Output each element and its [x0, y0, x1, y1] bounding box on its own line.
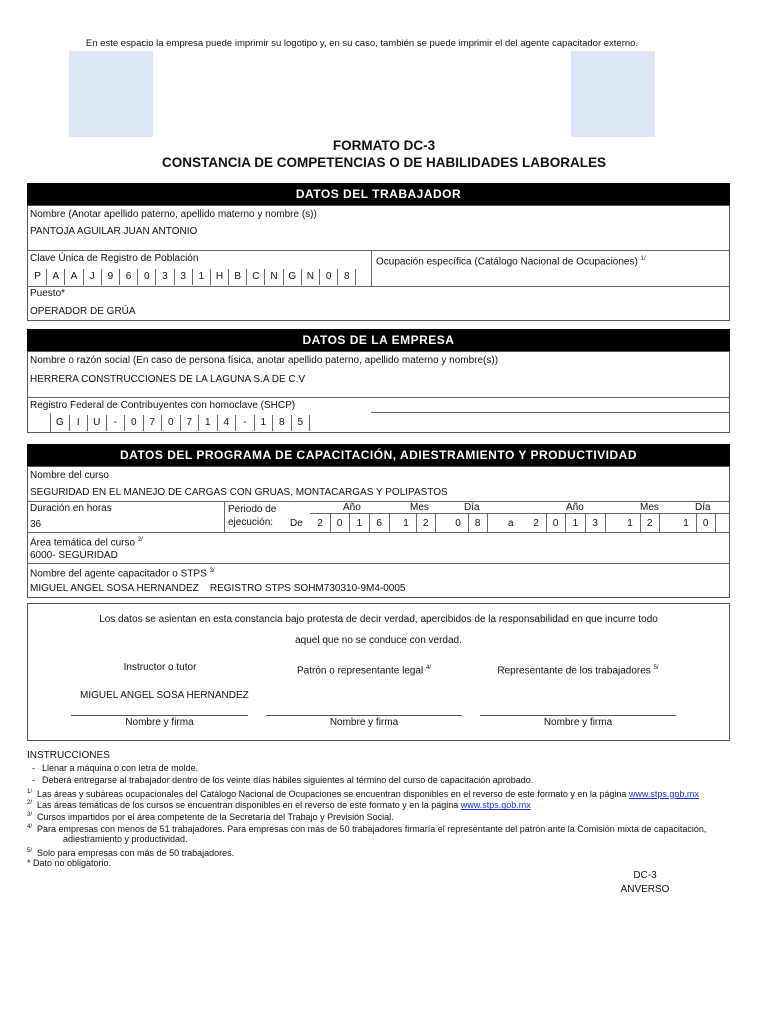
curso-value[interactable]: SEGURIDAD EN EL MANEJO DE CARGAS CON GRUAS, MONTACARGAS Y POLIPASTOS: [30, 487, 448, 498]
divider: [330, 513, 331, 532]
divider: [369, 513, 370, 532]
curp-char: A: [65, 269, 83, 285]
divider: [605, 513, 606, 532]
representante-signature-line[interactable]: [480, 715, 676, 716]
rfc-char: -: [236, 415, 255, 431]
instruccion-mark: -: [32, 763, 35, 773]
divider: [389, 513, 390, 532]
divider: [468, 513, 469, 532]
start-year-digit: 2: [317, 518, 323, 529]
curp-char: 0: [320, 269, 338, 285]
rfc-char: 0: [162, 415, 181, 431]
instructor-firma-caption: Nombre y firma: [125, 717, 194, 728]
end-year-digit: 0: [552, 518, 559, 529]
instruccion-mark: 5/: [27, 847, 33, 854]
divider: [349, 513, 350, 532]
curp-char: 3: [175, 269, 193, 285]
patron-signature-line[interactable]: [266, 715, 462, 716]
end-year-digit: 3: [592, 518, 598, 529]
razon-social-value[interactable]: HERRERA CONSTRUCCIONES DE LA LAGUNA S.A DE C.V: [30, 374, 306, 385]
instruccion-mark: 4/: [27, 824, 33, 830]
divider: [371, 250, 372, 286]
puesto-value[interactable]: OPERADOR DE GRÚA: [30, 306, 136, 317]
rfc-char: 7: [181, 415, 200, 431]
dato-no-obligatorio-note: * Dato no obligatorio.: [27, 858, 112, 868]
divider: [27, 532, 730, 533]
divider: [27, 563, 730, 564]
divider: [310, 513, 730, 514]
curp-char: 3: [156, 269, 174, 285]
declaracion-text-line2: aquel que no se conduce con verdad.: [295, 635, 462, 646]
instructor-label: Instructor o tutor: [123, 662, 197, 673]
start-month-digit: 1: [403, 518, 409, 529]
footer-code: DC-3: [633, 870, 657, 881]
form-code-title: FORMATO DC-3: [332, 138, 436, 153]
instrucciones-title: INSTRUCCIONES: [27, 750, 110, 761]
end-month-label: Mes: [640, 502, 659, 513]
start-day-digit: 8: [474, 518, 481, 529]
divider: [371, 412, 730, 413]
nombre-trabajador-value[interactable]: PANTOJA AGUILAR JUAN ANTONIO: [30, 226, 198, 237]
company-logo-placeholder: [69, 51, 153, 137]
curp-char: P: [29, 269, 47, 285]
start-year-label: Año: [343, 502, 361, 513]
rfc-char: 1: [255, 415, 274, 431]
declaracion-text-line1: Los datos se asientan en esta constancia bajo protesta de decir verdad, apercibidos de la responsabilidad en que incurre todo: [99, 614, 658, 625]
rfc-char: 1: [199, 415, 218, 431]
section-trabajador-header: DATOS DEL TRABAJADOR: [27, 183, 730, 205]
rfc-char: 5: [292, 415, 311, 431]
divider: [224, 501, 225, 532]
rfc-char: 0: [125, 415, 144, 431]
representante-firma-caption: Nombre y firma: [543, 717, 613, 728]
end-month-digit: 2: [646, 518, 653, 529]
instruccion-text: Llenar a máquina o con letra de molde.: [42, 763, 199, 773]
curp-char: 6: [120, 269, 138, 285]
end-day-label: Día: [695, 502, 711, 513]
divider: [487, 513, 488, 532]
curp-char: B: [229, 269, 247, 285]
curp-char: H: [211, 269, 229, 285]
curp-char: J: [84, 269, 102, 285]
divider: [27, 501, 730, 502]
stps-link[interactable]: www.stps.gob.mx: [460, 800, 531, 811]
divider: [27, 397, 730, 398]
divider: [27, 250, 730, 251]
divider: [585, 513, 586, 532]
representante-label: Representante de los trabajadores $^{5/}$: [497, 665, 659, 677]
start-month-digit: 2: [422, 518, 429, 529]
area-tematica-label: Área temática del curso $^{2/}$: [30, 537, 143, 549]
rfc-char: 4: [218, 415, 237, 431]
periodo-label-2: ejecución:: [228, 517, 274, 528]
end-year-digit: 2: [533, 518, 539, 529]
end-day-digit: 1: [683, 518, 689, 529]
curp-value[interactable]: [29, 269, 356, 285]
rfc-char: I: [70, 415, 89, 431]
curp-char: 0: [138, 269, 156, 285]
section-programa-header: DATOS DEL PROGRAMA DE CAPACITACIÓN, ADIESTRAMIENTO Y PRODUCTIVIDAD: [27, 444, 730, 466]
curp-char: N: [302, 269, 320, 285]
end-year-digit: 1: [572, 518, 579, 529]
area-tematica-value[interactable]: 6000- SEGURIDAD: [30, 550, 118, 561]
agente-label: Nombre del agente capacitador o STPS $^{3/}$: [30, 568, 215, 580]
divider: [640, 513, 641, 532]
start-day-digit: 0: [455, 518, 461, 529]
start-year-digit: 6: [376, 518, 382, 529]
end-month-digit: 1: [627, 518, 633, 529]
external-agent-logo-placeholder: [571, 51, 655, 137]
instruccion-text: Las áreas temáticas de los cursos se encuentran disponibles en el reverso de este formato y en la página: [37, 800, 461, 811]
start-day-label: Día: [464, 502, 480, 513]
form-main-title: CONSTANCIA DE COMPETENCIAS O DE HABILIDADES LABORALES: [161, 155, 607, 170]
rfc-char: 8: [273, 415, 292, 431]
rfc-char: -: [107, 415, 126, 431]
divider: [659, 513, 660, 532]
section-empresa-header: DATOS DE LA EMPRESA: [27, 329, 730, 351]
instruccion-text: Deberá entregarse al trabajador dentro de los veinte días hábiles siguientes al término del curso de capacitación aprobado.: [42, 774, 534, 785]
instruccion-mark: 1/: [27, 788, 33, 795]
nombre-trabajador-label: Nombre (Anotar apellido paterno, apellido materno y nombre (s)): [30, 209, 317, 220]
stps-link[interactable]: www.stps.gob.mx: [628, 788, 699, 799]
instruccion-mark: -: [32, 774, 35, 785]
divider: [565, 513, 566, 532]
puesto-label: Puesto*: [30, 288, 66, 299]
rfc-label: Registro Federal de Contribuyentes con homoclave (SHCP): [30, 400, 296, 411]
ocupacion-label: Ocupación específica (Catálogo Nacional de Ocupaciones) $^{1/}$: [376, 256, 646, 268]
divider: [27, 286, 730, 287]
instruccion-text: Para empresas con menos de 51 trabajadores. Para empresas con más de 50 trabajadores firmaría el representante del patrón ante la Comisión mixta de capacitación,: [37, 824, 707, 834]
rfc-char: U: [88, 415, 107, 431]
rfc-char: 7: [144, 415, 163, 431]
duracion-label: Duración en horas: [30, 503, 112, 514]
curp-char: 9: [102, 269, 120, 285]
instruccion-text: Cursos impartidos por el área competente de la Secretaría del Trabajo y Previsión Social.: [37, 812, 394, 823]
divider: [435, 513, 436, 532]
a-label: a: [508, 518, 514, 529]
end-year-label: Año: [566, 502, 584, 513]
rfc-value[interactable]: [51, 415, 310, 431]
start-year-digit: 0: [336, 518, 343, 529]
footer-side: ANVERSO: [620, 884, 670, 895]
divider: [416, 513, 417, 532]
logo-instructions-note: En este espacio la empresa puede imprimir su logotipo y, en su caso, también se puede imprimir el del agente capacitador externo.: [85, 38, 639, 49]
end-day-digit: 0: [702, 518, 709, 529]
instructor-signature-line[interactable]: [71, 715, 248, 716]
instruccion-text: Las áreas y subáreas ocupacionales del Catálogo Nacional de Ocupaciones se encuentran disponibles en el reverso de este formato y en la página: [37, 788, 629, 799]
curp-char: 1: [193, 269, 211, 285]
duracion-value[interactable]: 36: [30, 519, 42, 530]
divider: [715, 513, 716, 532]
curp-char: N: [265, 269, 283, 285]
curso-label: Nombre del curso: [30, 470, 109, 481]
start-year-digit: 1: [356, 518, 363, 529]
instructor-name[interactable]: MIGUEL ANGEL SOSA HERNANDEZ: [80, 690, 249, 701]
divider: [696, 513, 697, 532]
periodo-label: Periodo de: [228, 504, 277, 515]
curp-char: C: [247, 269, 265, 285]
agente-value[interactable]: MIGUEL ANGEL SOSA HERNANDEZ REGISTRO STPS SOHM730310-9M4-0005: [30, 583, 406, 594]
curp-char: A: [47, 269, 65, 285]
instruccion-item: [27, 763, 198, 775]
rfc-char: G: [51, 415, 70, 431]
divider: [546, 513, 547, 532]
instruccion-mark: 2/: [27, 800, 33, 807]
patron-firma-caption: Nombre y firma: [329, 717, 399, 728]
instruccion-text: adiestramiento y productividad.: [63, 833, 188, 844]
instruccion-text: Solo para empresas con más de 50 trabajadores.: [37, 847, 235, 858]
start-month-label: Mes: [410, 502, 429, 513]
patron-label: Patrón o representante legal $^{4/}$: [297, 665, 431, 677]
instruccion-item: [27, 775, 533, 787]
razon-social-label: Nombre o razón social (En caso de persona física, anotar apellido paterno, apellido materno y nombre(s)): [30, 355, 499, 366]
curp-char: 8: [338, 269, 356, 285]
instruccion-item: [27, 834, 188, 846]
curp-label: Clave Única de Registro de Población: [30, 253, 199, 264]
de-label: De: [290, 518, 303, 529]
curp-char: G: [284, 269, 302, 285]
instruccion-mark: 3/: [27, 812, 33, 819]
